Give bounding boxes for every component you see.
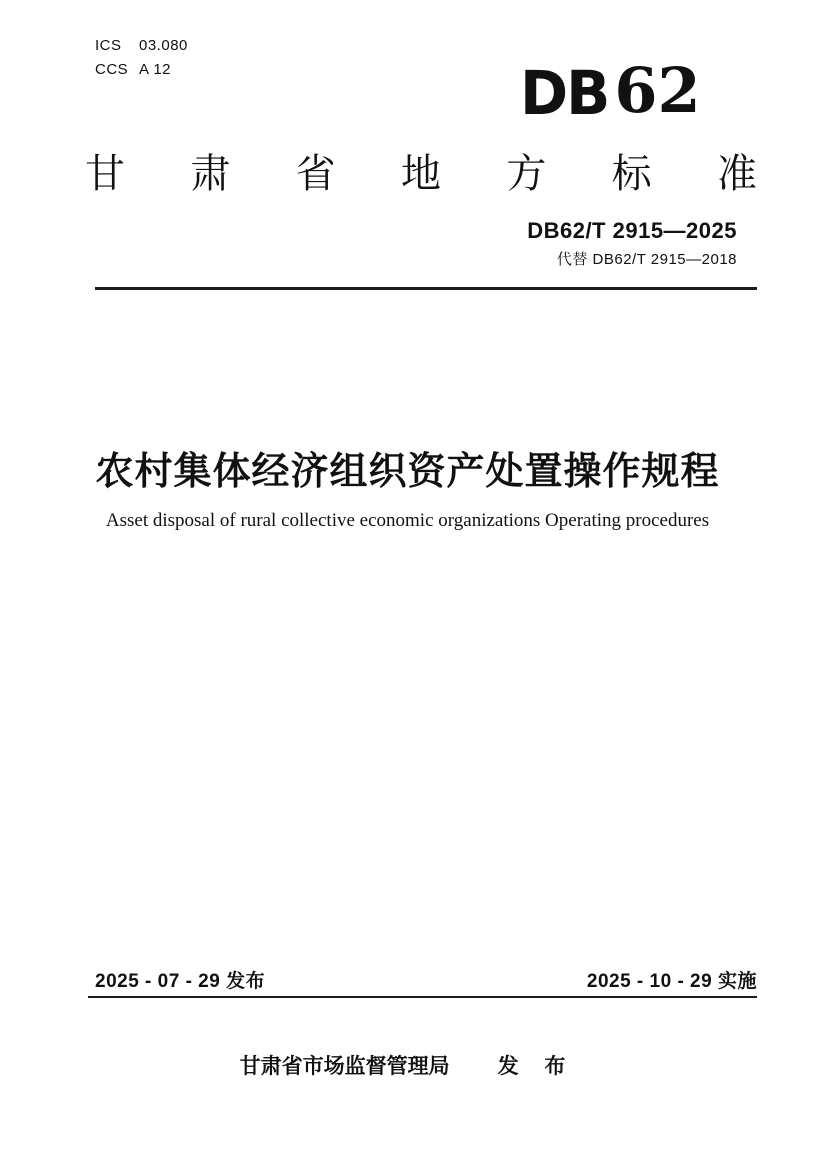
dates-row [95,966,757,993]
implement-date-label: 实施 [717,971,757,992]
ccs-label: CCS [95,61,129,78]
publish-label: 发 布 [497,1055,576,1078]
db62-logo [520,54,701,129]
standard-number: DB62/T 2915—2025 [527,218,737,243]
ccs-value: A 12 [139,61,172,78]
ics-code [95,34,188,58]
issue-date-value: 2025 - 07 - 29 [95,971,221,992]
issue-date-label: 发布 [226,971,266,992]
db62-logo-number: 62 [614,54,701,127]
implement-date [587,966,757,993]
classification-codes [95,34,188,82]
ccs-code [95,58,188,82]
ics-value: 03.080 [139,37,188,54]
replaces-note: 代替 DB62/T 2915—2018 [556,251,737,268]
standard-category-title: 甘肃省地方标准 [85,152,757,196]
footer-divider-rule [88,996,757,998]
publisher-row [0,1050,815,1080]
implement-date-value: 2025 - 10 - 29 [586,971,713,992]
document-title-english: Asset disposal of rural collective economic organizations Operating procedures [105,510,710,531]
publisher-name: 甘肃省市场监督管理局 [239,1055,450,1078]
issue-date [95,966,265,993]
ics-label: ICS [95,37,122,54]
db62-logo-prefix: DB [520,57,609,129]
document-title-chinese: 农村集体经济组织资产处置操作规程 [95,451,720,493]
header-divider-rule [95,287,757,290]
